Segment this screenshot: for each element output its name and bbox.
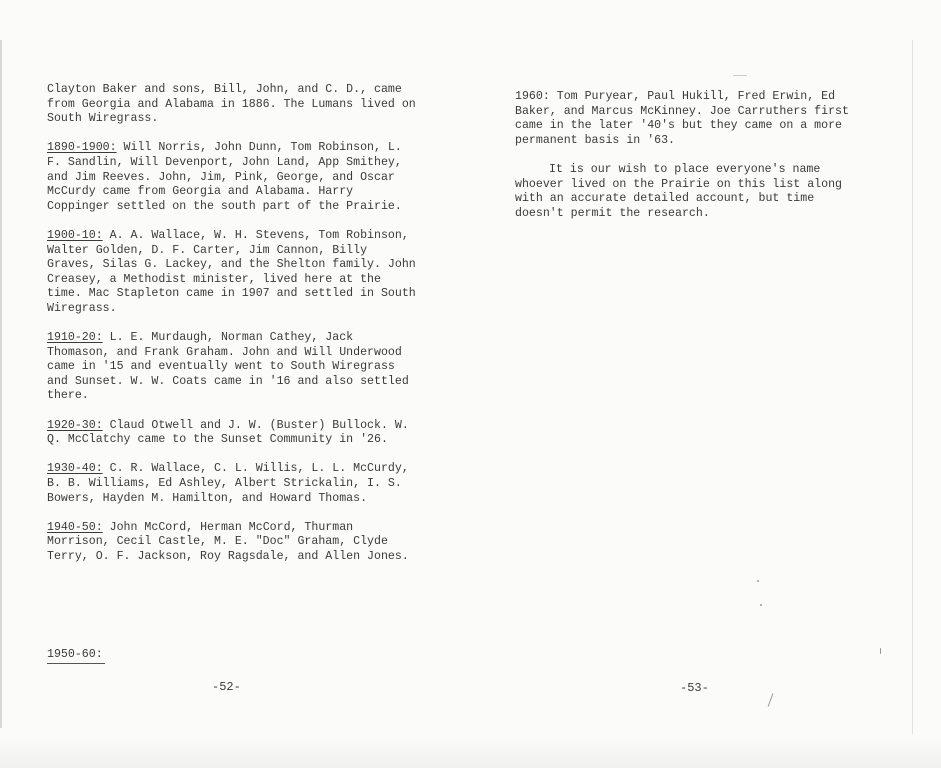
decade-paragraph-1930 bbox=[47, 462, 417, 506]
decade-label: 1900-10: bbox=[47, 228, 103, 242]
scan-speck bbox=[760, 604, 762, 606]
heading-underline bbox=[47, 663, 105, 664]
decade-paragraph-1910 bbox=[47, 331, 417, 404]
intro-paragraph bbox=[47, 83, 417, 127]
intro-text: Clayton Baker and sons, Bill, John, and C. D., came from Georgia and Alabama in 1886. The Lumans lived on South Wiregrass. bbox=[47, 83, 416, 126]
decade-text: A. A. Wallace, W. H. Stevens, Tom Robinson, Walter Golden, D. F. Carter, Jim Cannon, Billy Graves, Silas G. Lackey, and the Shelton family. John Creasey, a Methodist minister, lived here at the time. Mac Stapleton came in 1907 and settled in South Wiregrass. bbox=[47, 228, 416, 315]
scan-shadow bbox=[0, 734, 941, 768]
decade-text: L. E. Murdaugh, Norman Cathey, Jack Thomason, and Frank Graham. John and Will Underwood came in '15 and eventually went to South Wiregrass and Sunset. W. W. Coats came in '16 and also settled there. bbox=[47, 331, 409, 403]
page-edge-right bbox=[912, 40, 913, 738]
page-number-right: -53- bbox=[680, 681, 709, 695]
paragraph-1960: 1960: Tom Puryear, Paul Hukill, Fred Erwin, Ed Baker, and Marcus McKinney. Joe Carruthers first came in the later '40's but they came on a more permanent basis in '63. bbox=[515, 90, 849, 147]
decade-text: John McCord, Herman McCord, Thurman Morrison, Cecil Castle, M. E. "Doc" Graham, Clyde Terry, O. F. Jackson, Roy Ragsdale, and Allen Jones. bbox=[47, 520, 409, 563]
decade-text: Will Norris, John Dunn, Tom Robinson, L. F. Sandlin, Will Devenport, John Land, App Smithey, and Jim Reeves. John, Jim, Pink, George, and Oscar McCurdy came from Georgia and Alabama. Harry Coppinger settled on the south part of the Prairie. bbox=[47, 141, 402, 213]
decade-paragraph-1900 bbox=[47, 229, 417, 317]
decade-label: 1940-50: bbox=[47, 520, 103, 534]
scan-speck bbox=[757, 580, 759, 582]
scan-mark bbox=[768, 693, 774, 706]
page-edge-left bbox=[0, 40, 2, 728]
decade-heading-1950 bbox=[47, 648, 105, 664]
decade-paragraph-1940 bbox=[47, 521, 417, 565]
decade-label: 1930-40: bbox=[47, 462, 103, 476]
scan-mark bbox=[733, 75, 747, 76]
closing-paragraph: It is our wish to place everyone's name whoever lived on the Prairie on this list along with an accurate detailed account, but time doesn't permit the research. bbox=[515, 162, 842, 220]
left-page bbox=[47, 83, 417, 579]
decade-text: Claud Otwell and J. W. (Buster) Bullock. W. Q. McClatchy came to the Sunset Community in '26. bbox=[47, 418, 409, 447]
decade-paragraph-1920 bbox=[47, 419, 417, 448]
decade-text: C. R. Wallace, C. L. Willis, L. L. McCurdy, B. B. Williams, Ed Ashley, Albert Strickalin, I. S. Bowers, Hayden M. Hamilton, and Howard Thomas. bbox=[47, 462, 409, 505]
scan-speck bbox=[880, 648, 881, 654]
decade-paragraph-1890 bbox=[47, 141, 417, 214]
page-number-left: -52- bbox=[212, 680, 241, 694]
decade-label: 1890-1900: bbox=[47, 141, 117, 155]
decade-label: 1910-20: bbox=[47, 331, 103, 345]
right-page bbox=[515, 90, 855, 236]
decade-label: 1950-60: bbox=[47, 648, 103, 661]
decade-label: 1920-30: bbox=[47, 418, 103, 432]
